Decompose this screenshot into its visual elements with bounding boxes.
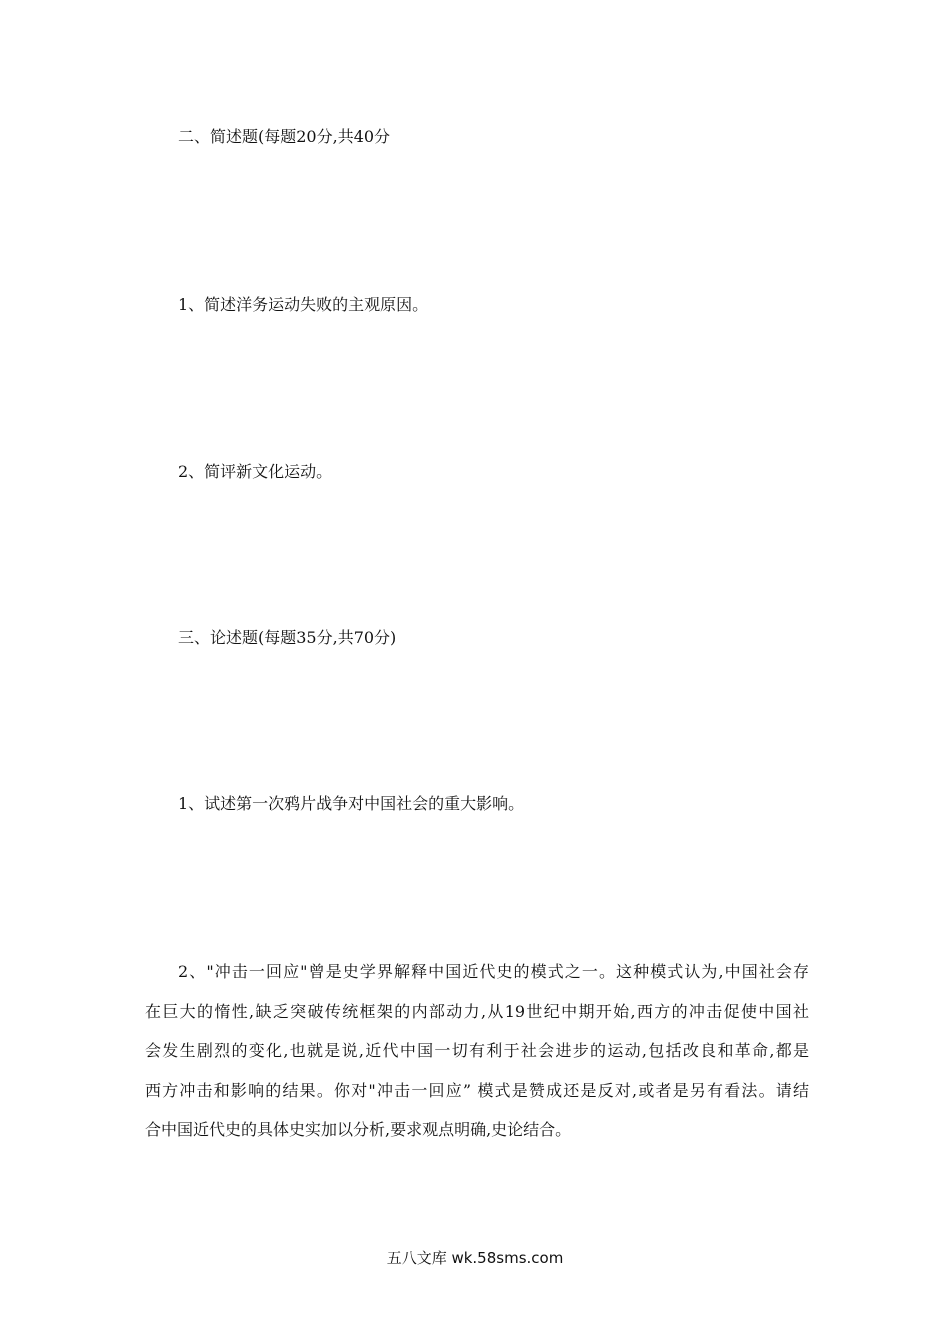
section-2-heading: 二、简述题(每题20分,共40分	[178, 127, 391, 146]
essay-question-1: 1、试述第一次鸦片战争对中国社会的重大影响。	[178, 794, 525, 813]
essay-question-2	[145, 952, 809, 1150]
footer-watermark: 五八文库 wk.58sms.com	[386, 1249, 564, 1267]
short-answer-question-2: 2、简评新文化运动。	[178, 462, 333, 481]
essay-question-2-line: 2、"冲击一回应"曾是史学界解释中国近代史的模式之一。这种模式认为,中国社会存	[178, 962, 809, 981]
essay-question-2-line: 合中国近代史的具体史实加以分析,要求观点明确,史论结合。	[145, 1120, 572, 1140]
essay-question-2-line: 会发生剧烈的变化,也就是说,近代中国一切有利于社会进步的运动,包括改良和革命,都是	[145, 1041, 809, 1061]
short-answer-question-1: 1、简述洋务运动失败的主观原因。	[178, 295, 429, 314]
essay-question-2-line: 西方冲击和影响的结果。你对"冲击一回应” 模式是赞成还是反对,或者是另有看法。请结	[145, 1080, 809, 1100]
section-3-heading: 三、论述题(每题35分,共70分)	[178, 628, 397, 647]
essay-question-2-line: 在巨大的惰性,缺乏突破传统框架的内部动力,从19世纪中期开始,西方的冲击促使中国社	[145, 1001, 809, 1021]
